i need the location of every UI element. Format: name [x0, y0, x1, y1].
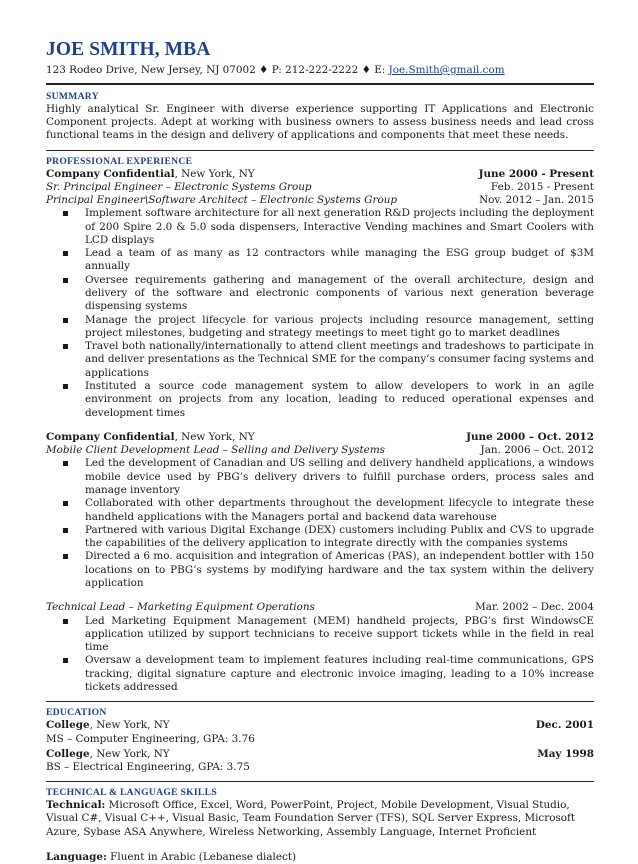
bullet-item: Manage the project lifecycle for various projects including resource management, setting project milestones, budgeting and strategy meetings to meet tight go to market deadlines	[46, 314, 594, 341]
bullet-square-icon	[63, 501, 68, 506]
bullet-item: Oversee requirements gathering and management of the overall architecture, design and delivery of the software and electronic components of various next generation beverage dispensing systems	[46, 274, 594, 314]
bullet-list	[46, 207, 594, 420]
degree-row	[46, 761, 594, 774]
technical-list: Microsoft Office, Excel, Word, PowerPoint, Project, Mobile Development, Visual Studio, Visual C#, Visual C++, Visual Basic, Team Foundation Server (TFS), SQL Server Express, Microsoft Azure, Sybase ASA Anywhere, Wireless Networking, Assembly Language, Internet Proficient	[46, 799, 576, 838]
education-heading: EDUCATION	[46, 707, 107, 719]
graduation-date: May 1998	[537, 747, 594, 760]
school-name: College	[46, 719, 90, 732]
education-entry	[46, 748, 594, 761]
address: 123 Rodeo Drive, New Jersey, NJ 07002	[46, 64, 256, 76]
bullet-item: Oversaw a development team to implement features including real-time communications, GPS tracking, digital signature capture and electronic invoice imaging, leading to a 10% increase tickets addressed	[46, 654, 594, 694]
role-row	[46, 194, 594, 207]
role-row	[46, 444, 594, 457]
bullet-square-icon	[63, 251, 68, 256]
school-location: , New York, NY	[89, 719, 170, 732]
role-title: Mobile Client Development Lead – Selling and Delivery Systems	[46, 444, 385, 457]
bullet-square-icon	[63, 211, 68, 216]
role-dates: Nov. 2012 – Jan. 2015	[479, 194, 594, 207]
experience-heading: PROFESSIONAL EXPERIENCE	[46, 155, 193, 167]
language-label: Language:	[46, 850, 107, 863]
company-name: Company Confidential	[46, 167, 175, 180]
candidate-name: JOE SMITH, MBA	[46, 39, 211, 60]
bullet-item: Led the development of Canadian and US selling and delivery handheld applications, a windows mobile device used by PBG’s delivery drivers to fulfill purchase orders, process sales and manage inventory	[46, 457, 594, 497]
company-name: Company Confidential	[46, 430, 175, 443]
company-location: , New York, NY	[174, 167, 255, 180]
bullet-item: Implement software architecture for all next generation R&D projects including the deployment of 200 Spire 2.0 & 5.0 soda dispensers, Interactive Vending machines and Smart Coolers with LCD displays	[46, 207, 594, 247]
role-title: Technical Lead – Marketing Equipment Operations	[46, 601, 315, 614]
role-title: Sr. Principal Engineer – Electronic Systems Group	[46, 180, 312, 193]
bullet-list	[46, 457, 594, 590]
role-dates: Mar. 2002 – Dec. 2004	[475, 601, 594, 614]
school-name: College	[46, 747, 90, 760]
phone: P: 212-222-2222	[271, 64, 359, 76]
email-prefix: E:	[374, 64, 386, 76]
job-dates: June 2000 – Oct. 2012	[466, 430, 594, 443]
bullet-square-icon	[63, 384, 68, 389]
bullet-square-icon	[63, 528, 68, 533]
degree-row	[46, 733, 594, 746]
bullet-square-icon	[63, 461, 68, 466]
bullet-square-icon	[63, 344, 68, 349]
technical-skills	[46, 799, 594, 839]
language-skills	[46, 851, 594, 864]
role-dates: Feb. 2015 - Present	[490, 180, 594, 193]
school-location: , New York, NY	[89, 747, 170, 760]
bullet-item: Travel both nationally/internationally to attend client meetings and tradeshows to participate in and deliver presentations as the Technical SME for the company’s consumer facing systems and applications	[46, 340, 594, 380]
contact-line	[46, 63, 594, 77]
resume-page	[46, 38, 594, 864]
technical-label: Technical:	[46, 799, 106, 812]
bullet-item: Partnered with various Digital Exchange (DEX) customers including Publix and CVS to upgrade the capabilities of the delivery application to integrate directly with the companies systems	[46, 524, 594, 551]
summary-text: Highly analytical Sr. Engineer with diverse experience supporting IT Applications and Electronic Component projects. Adept at working with business owners to assess business needs and lead cross functional teams in the design and delivery of applications and components that meet these needs.	[46, 103, 594, 142]
role-dates: Jan. 2006 – Oct. 2012	[480, 444, 594, 457]
bullet-item: Collaborated with other departments throughout the development lifecycle to integrate these handheld applications with the Managers portal and backend data warehouse	[46, 497, 594, 524]
separator-diamond: ♦	[361, 64, 371, 76]
role-row	[46, 181, 594, 194]
bullet-item: Directed a 6 mo. acquisition and integration of Americas (PAS), an independent bottler with 150 locations on to PBG’s systems by modifying hardware and the tax system within the delivery application	[46, 550, 594, 590]
role-title: Principal Engineer\Software Architect – Electronic Systems Group	[46, 194, 398, 207]
degree: MS – Computer Engineering, GPA: 3.76	[46, 732, 255, 745]
bullet-item: Lead a team of as many as 12 contractors while managing the ESG group budget of $3M annually	[46, 247, 594, 274]
bullet-square-icon	[63, 619, 68, 624]
education-entry	[46, 719, 594, 732]
company-location: , New York, NY	[174, 430, 255, 443]
graduation-date: Dec. 2001	[535, 719, 594, 732]
separator-diamond: ♦	[259, 64, 269, 76]
bullet-square-icon	[63, 554, 68, 559]
job-dates: June 2000 - Present	[478, 167, 594, 180]
bullet-item: Instituted a source code management system to allow developers to work in an agile environment on projects from any location, leading to reduced operational expenses and development times	[46, 380, 594, 420]
bullet-list	[46, 615, 594, 695]
summary-heading: SUMMARY	[46, 91, 99, 102]
degree: BS – Electrical Engineering, GPA: 3.75	[46, 760, 250, 773]
job-header	[46, 431, 594, 444]
skills-heading: TECHNICAL & LANGUAGE SKILLS	[46, 787, 217, 799]
job-header	[46, 168, 594, 181]
language-list: Fluent in Arabic (Lebanese dialect)	[106, 850, 297, 863]
bullet-item: Led Marketing Equipment Management (MEM) handheld projects, PBG’s first WindowsCE application utilized by support technicians to receive support tickets while in the field in real time	[46, 615, 594, 655]
email-link[interactable]: Joe.Smith@gmail.com	[388, 64, 505, 76]
bullet-square-icon	[63, 658, 68, 663]
bullet-square-icon	[63, 318, 68, 323]
role-row	[46, 601, 594, 614]
bullet-square-icon	[63, 278, 68, 283]
